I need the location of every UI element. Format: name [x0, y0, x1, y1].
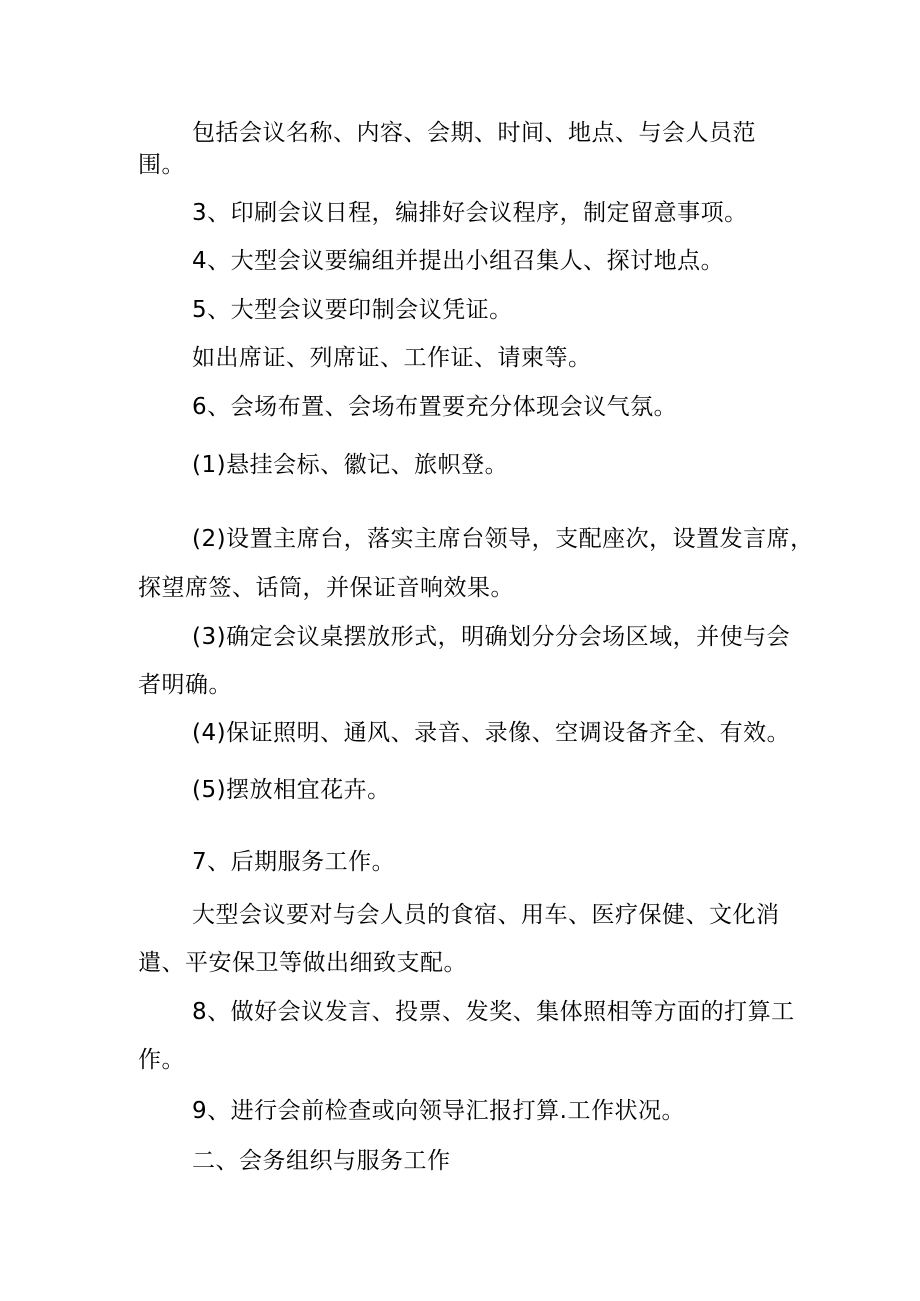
paragraph-line-2: 围。 [138, 152, 185, 178]
paragraph-line-3: 3、印刷会议日程，编排好会议程序，制定留意事项。 [192, 200, 748, 226]
paragraph-line-12: 者明确。 [138, 672, 232, 698]
section-heading: 二、会务组织与服务工作 [192, 1148, 451, 1174]
paragraph-line-7: 6、会场布置、会场布置要充分体现会议气氛。 [192, 394, 678, 420]
paragraph-line-10: 探望席签、话筒，并保证音响效果。 [138, 575, 514, 601]
paragraph-line-4: 4、大型会议要编组并提出小组召集人、探讨地点。 [192, 248, 725, 274]
paragraph-line-9: (2)设置主席台，落实主席台领导，支配座次，设置发言席， [192, 526, 814, 552]
paragraph-line-11: (3)确定会议桌摆放形式，明确划分分会场区域，并使与会 [192, 624, 791, 650]
paragraph-line-20: 9、进行会前检查或向领导汇报打算.工作状况。 [192, 1098, 685, 1124]
paragraph-line-13: (4)保证照明、通风、录音、录像、空调设备齐全、有效。 [192, 720, 791, 746]
paragraph-line-8: (1)悬挂会标、徽记、旅帜登。 [192, 452, 509, 478]
paragraph-line-15: 7、后期服务工作。 [192, 849, 396, 875]
paragraph-line-19: 作。 [138, 1047, 185, 1073]
paragraph-line-6: 如出席证、列席证、工作证、请柬等。 [192, 345, 592, 371]
paragraph-line-18: 8、做好会议发言、投票、发奖、集体照相等方面的打算工 [192, 999, 795, 1025]
paragraph-line-1: 包括会议名称、内容、会期、时间、地点、与会人员范 [192, 120, 756, 146]
paragraph-line-17: 遣、平安保卫等做出细致支配。 [138, 950, 467, 976]
paragraph-line-16: 大型会议要对与会人员的食宿、用车、医疗保健、文化消 [192, 902, 780, 928]
paragraph-line-5: 5、大型会议要印制会议凭证。 [192, 297, 513, 323]
paragraph-line-14: (5)摆放相宜花卉。 [192, 777, 391, 803]
